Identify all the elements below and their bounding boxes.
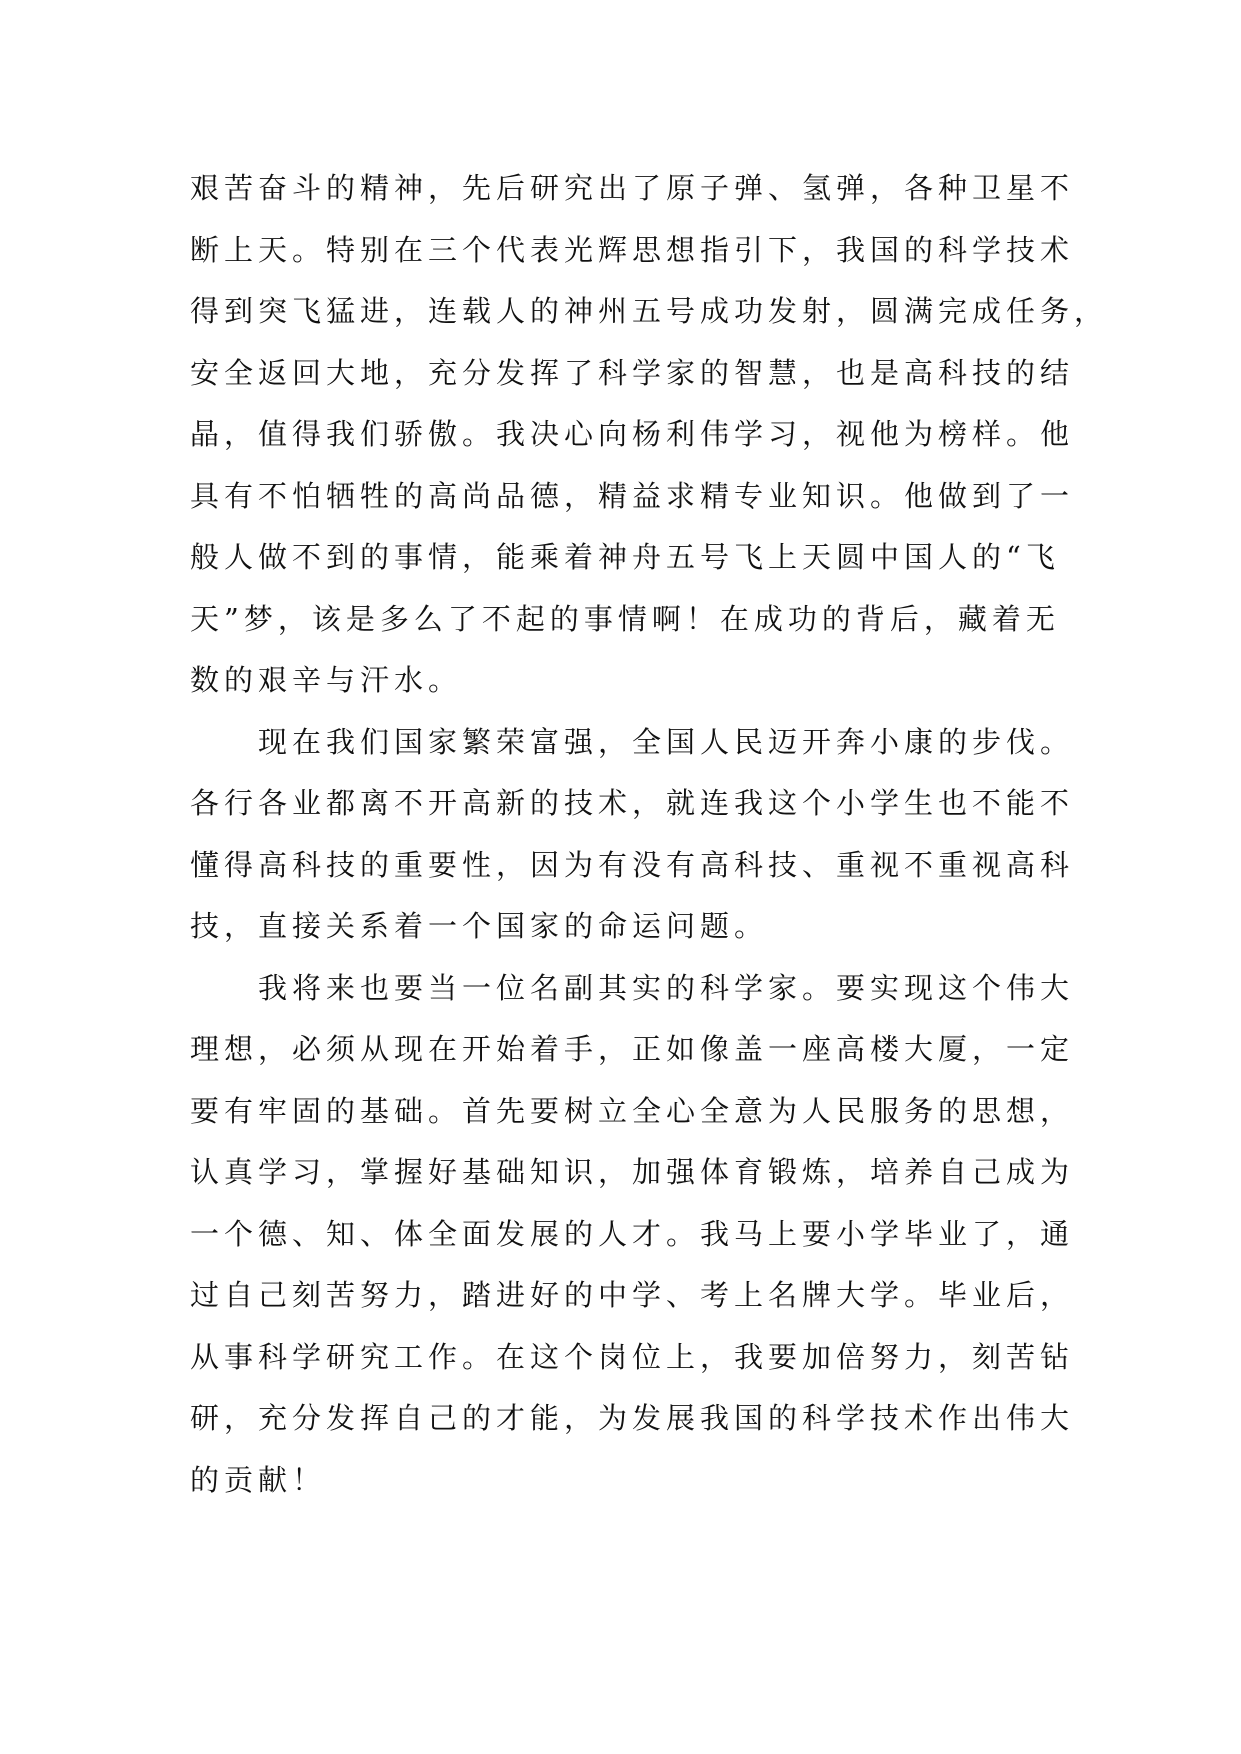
text-line: 数的艰辛与汗水。 [190, 663, 463, 697]
text-line: 断上天。特别在三个代表光辉思想指引下，我国的科学技术 [190, 232, 1075, 267]
text-line: 要有牢固的基础。首先要树立全心全意为人民服务的思想， [190, 1093, 1075, 1128]
text-line: 安全返回大地，充分发挥了科学家的智慧，也是高科技的结 [190, 355, 1075, 390]
text-line: 懂得高科技的重要性，因为有没有高科技、重视不重视高科 [190, 847, 1075, 882]
text-line: 得到突飞猛进，连载人的神州五号成功发射，圆满完成任务， [190, 294, 1109, 328]
text-line: 一个德、知、体全面发展的人才。我马上要小学毕业了，通 [190, 1216, 1075, 1251]
paragraph-start-line: 我将来也要当一位名副其实的科学家。要实现这个伟大 [258, 970, 1075, 1005]
paragraph-start-line: 现在我们国家繁荣富强，全国人民迈开奔小康的步伐。 [258, 724, 1075, 759]
text-line: 具有不怕牺牲的高尚品德，精益求精专业知识。他做到了一 [190, 478, 1075, 513]
text-line: 研，充分发挥自己的才能，为发展我国的科学技术作出伟大 [190, 1401, 1075, 1435]
text-line: 的贡献！ [190, 1462, 327, 1497]
text-line: 过自己刻苦努力，踏进好的中学、考上名牌大学。毕业后， [190, 1278, 1075, 1312]
text-line: 从事科学研究工作。在这个岗位上，我要加倍努力，刻苦钻 [190, 1339, 1075, 1374]
text-line: 认真学习，掌握好基础知识，加强体育锻炼，培养自己成为 [190, 1155, 1075, 1189]
text-line: 天”梦，该是多么了不起的事情啊！在成功的背后，藏着无 [190, 601, 1060, 636]
text-line: 晶，值得我们骄傲。我决心向杨利伟学习，视他为榜样。他 [190, 417, 1075, 451]
document-text-body [190, 158, 1109, 1511]
text-line: 理想，必须从现在开始着手，正如像盖一座高楼大厦，一定 [190, 1032, 1075, 1066]
text-line: 各行各业都离不开高新的技术，就连我这个小学生也不能不 [190, 786, 1075, 820]
text-line: 般人做不到的事情，能乘着神舟五号飞上天圆中国人的“飞 [190, 540, 1060, 574]
text-line: 艰苦奋斗的精神，先后研究出了原子弹、氢弹，各种卫星不 [190, 171, 1075, 205]
text-line: 技，直接关系着一个国家的命运问题。 [190, 909, 769, 943]
